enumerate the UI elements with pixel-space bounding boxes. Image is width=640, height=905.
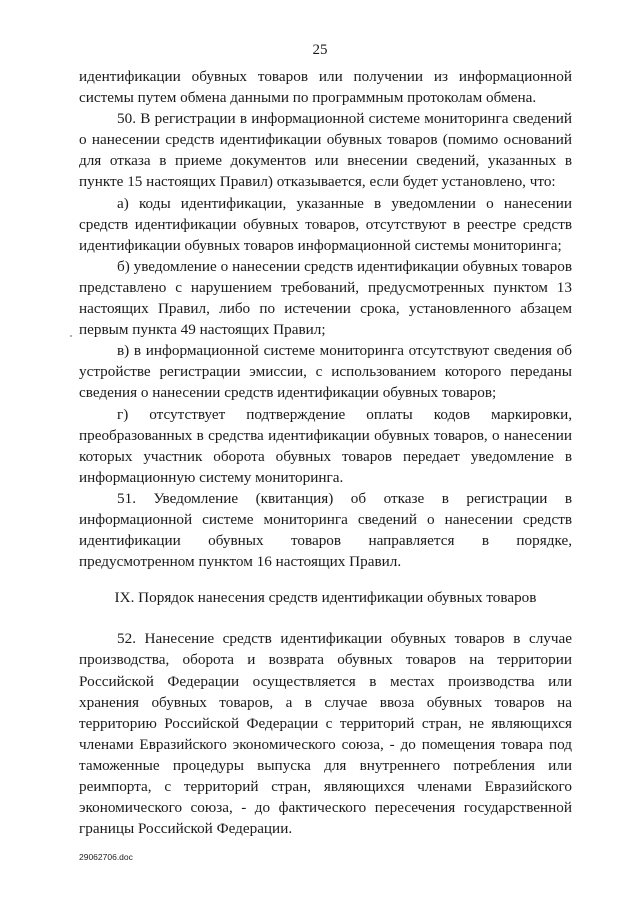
- paragraph-continuation: идентификации обувных товаров или получении из информационной системы путем обмена данными по программным протоколам обмена.: [79, 68, 572, 107]
- paragraph-51: 51. Уведомление (квитанция) об отказе в регистрации в информационной системе мониторинга сведений о нанесении средств идентификации обувных товаров направляется в порядке, предусмотренном пунктом 16 настоящих Правил.: [79, 489, 572, 571]
- footer-document-id: 29062706.doc: [79, 852, 133, 862]
- paragraph-52: 52. Нанесение средств идентификации обувных товаров в случае производства, оборота и возврата обувных товаров на территории Российской Федерации осуществляется в местах производства или хранения обувных товаров, а в случае ввоза обувных товаров на территорию Российской Федерации с территорий стран, не являющихся членами Евразийского экономического союза, - до помещения товара под таможенные процедуры выпуска для внутреннего потребления или реимпорта, с территорий стран, являющихся членами Евразийского экономического союза, - до фактического пересечения государственной границы Российской Федерации.: [79, 630, 572, 838]
- scan-speck: [70, 335, 72, 337]
- section-heading: IX. Порядок нанесения средств идентификации обувных товаров: [114, 589, 537, 607]
- paragraph-50-b: б) уведомление о нанесении средств идентификации обувных товаров представлено с нарушением требований, предусмотренных пунктом 13 настоящих Правил, либо по истечении срока, установленного абзацем первым пункта 49 настоящих Правил;: [79, 257, 572, 339]
- paragraph-50-d: г) отсутствует подтверждение оплаты кодов маркировки, преобразованных в средства идентификации обувных товаров, о нанесении которых участник оборота обувных товаров передает уведомление в информационную систему мониторинга.: [79, 405, 572, 486]
- document-body: [79, 66, 572, 839]
- paragraph-50-a: а) коды идентификации, указанные в уведомлении о нанесении средств идентификации обувных товаров, отсутствуют в реестре средств идентификации обувных товаров информационной системы мониторинга;: [79, 194, 572, 254]
- paragraph-50: 50. В регистрации в информационной системе мониторинга сведений о нанесении средств идентификации обувных товаров (помимо оснований для отказа в приеме документов или внесении сведений, указанных в пункте 15 настоящих Правил) отказывается, если будет установлено, что:: [79, 110, 572, 191]
- page-number: 25: [312, 42, 328, 58]
- paragraph-50-c: в) в информационной системе мониторинга отсутствуют сведения об устройстве регистрации эмиссии, с использованием которого переданы сведения о нанесении средств идентификации обувных товаров;: [79, 342, 572, 402]
